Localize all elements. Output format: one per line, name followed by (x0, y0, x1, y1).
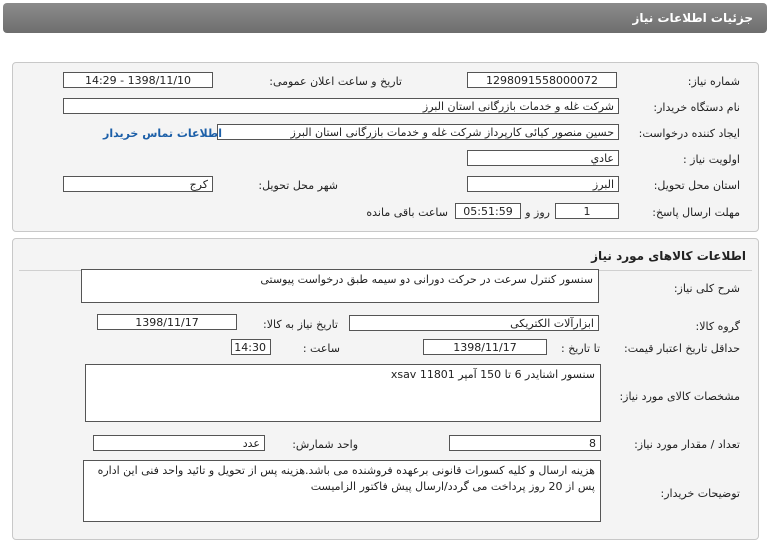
priority-label: اولویت نیاز : (682, 153, 740, 166)
validity-time-field[interactable]: 14:30 (231, 339, 271, 355)
province-label: استان محل تحویل: (653, 179, 740, 192)
announce-field[interactable]: 1398/11/10 - 14:29 (63, 72, 213, 88)
buyer-org-label: نام دستگاه خریدار: (653, 101, 740, 114)
city-field[interactable]: کرج (63, 176, 213, 192)
city-label: شهر محل تحویل: (258, 179, 338, 192)
qty-label: تعداد / مقدار مورد نیاز: (634, 438, 740, 451)
to-date-label: تا تاریخ : (561, 342, 600, 355)
creator-label: ایجاد کننده درخواست: (638, 127, 740, 140)
priority-field[interactable]: عادي (467, 150, 619, 166)
time-label: ساعت : (302, 342, 340, 355)
need-date-field[interactable]: 1398/11/17 (97, 314, 237, 330)
remaining-word: ساعت باقی مانده (366, 206, 448, 219)
days-word: روز و (525, 206, 550, 219)
general-desc-label: شرح کلی نیاز: (673, 282, 740, 295)
need-number-label: شماره نیاز: (687, 75, 740, 88)
validity-date-field[interactable]: 1398/11/17 (423, 339, 547, 355)
qty-field[interactable]: 8 (449, 435, 601, 451)
announce-label: تاریخ و ساعت اعلان عمومی: (269, 75, 402, 88)
goods-panel (12, 238, 759, 540)
creator-field[interactable]: حسین منصور کیائی کارپرداز شرکت غله و خدمات بازرگانی استان البرز (217, 124, 619, 140)
province-field[interactable]: البرز (467, 176, 619, 192)
buyer-org-field[interactable]: شرکت غله و خدمات بازرگانی استان البرز (63, 98, 619, 114)
unit-field[interactable]: عدد (93, 435, 265, 451)
deadline-days-field[interactable]: 1 (555, 203, 619, 219)
specs-field[interactable]: سنسور اشنایدر 6 تا 150 آمپر xsav 11801 (85, 364, 601, 422)
specs-label: مشخصات کالای مورد نیاز: (619, 390, 740, 403)
min-validity-label: حداقل تاریخ اعتبار قیمت: (624, 342, 740, 355)
need-number-field[interactable]: 1298091558000072 (467, 72, 617, 88)
general-desc-field[interactable]: سنسور کنترل سرعت در حرکت دورانی دو سیمه طبق درخواست پیوستی (81, 269, 599, 303)
goods-section-title: اطلاعات کالاهای مورد نیاز (591, 249, 746, 263)
group-field[interactable]: ابزارآلات الکتریکی (349, 315, 599, 331)
page-title: جزئیات اطلاعات نیاز (632, 11, 753, 25)
need-date-label: تاریخ نیاز به کالا: (263, 318, 338, 331)
unit-label: واحد شمارش: (292, 438, 358, 451)
deadline-label: مهلت ارسال پاسخ: (652, 206, 740, 219)
page-header (3, 3, 767, 33)
deadline-time-field[interactable]: 05:51:59 (455, 203, 521, 219)
need-info-panel (12, 62, 759, 232)
group-label: گروه کالا: (695, 320, 740, 333)
buyer-notes-label: توضیحات خریدار: (660, 487, 740, 500)
buyer-notes-field[interactable]: هزینه ارسال و کلیه کسورات قانونی برعهده فروشنده می باشد.هزینه پس از تحویل و تائید واحد فنی این اداره پس از 20 روز پرداخت می گردد/ارسال پیش فاکتور الزامیست (83, 460, 601, 522)
contact-buyer-link[interactable]: اطلاعات تماس خریدار (103, 127, 223, 140)
